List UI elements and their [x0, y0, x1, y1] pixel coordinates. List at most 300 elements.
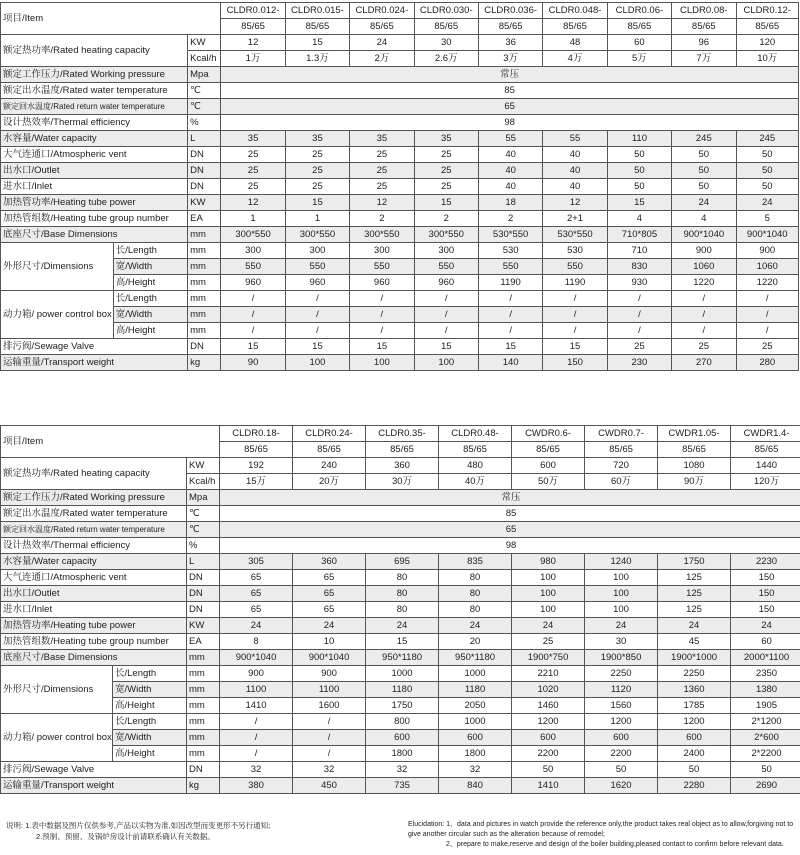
- unit-cell: Kcal/h: [188, 51, 221, 67]
- value-cell: /: [672, 291, 736, 307]
- value-cell: 100: [585, 586, 658, 602]
- value-cell: 32: [439, 762, 512, 778]
- value-cell: 530*550: [543, 227, 607, 243]
- value-cell: 24: [350, 35, 414, 51]
- value-cell: CWDR1.4-: [731, 426, 800, 442]
- value-cell: 270: [672, 355, 736, 371]
- value-cell: 1900*850: [585, 650, 658, 666]
- value-cell: 960: [285, 275, 349, 291]
- value-cell: 1750: [658, 554, 731, 570]
- value-cell: 25: [607, 339, 671, 355]
- value-cell: /: [350, 307, 414, 323]
- value-cell: 100: [585, 602, 658, 618]
- value-cell: 720: [585, 458, 658, 474]
- table-row: [1, 522, 800, 538]
- value-cell: 24: [672, 195, 736, 211]
- table-row: [1, 227, 799, 243]
- unit-cell: mm: [187, 666, 220, 682]
- value-cell: 15: [543, 339, 607, 355]
- value-cell: /: [736, 291, 799, 307]
- value-cell: 2350: [731, 666, 800, 682]
- value-cell: 300: [350, 243, 414, 259]
- value-cell: 10万: [736, 51, 799, 67]
- value-cell: 1120: [585, 682, 658, 698]
- value-cell: 25: [350, 179, 414, 195]
- value-cell: 4: [672, 211, 736, 227]
- value-cell: 1200: [512, 714, 585, 730]
- value-cell: /: [285, 323, 349, 339]
- value-cell: 15: [478, 339, 542, 355]
- value-cell: 2.6万: [414, 51, 478, 67]
- row-label: 设计热效率/Thermal efficiency: [1, 115, 188, 131]
- value-cell: 50: [736, 179, 799, 195]
- value-cell: 25: [285, 147, 349, 163]
- value-cell: 125: [658, 602, 731, 618]
- shared-value-cell: 常压: [221, 67, 799, 83]
- table-row: [1, 666, 800, 682]
- value-cell: 40: [543, 179, 607, 195]
- value-cell: 15: [414, 195, 478, 211]
- value-cell: 100: [512, 602, 585, 618]
- value-cell: 1.3万: [285, 51, 349, 67]
- group-label: 外形尺寸/Dimensions: [1, 243, 114, 291]
- value-cell: 90: [221, 355, 285, 371]
- value-cell: 1000: [366, 666, 439, 682]
- unit-cell: mm: [188, 291, 221, 307]
- value-cell: 1240: [585, 554, 658, 570]
- value-cell: 1560: [585, 698, 658, 714]
- value-cell: 900: [220, 666, 293, 682]
- unit-cell: %: [188, 115, 221, 131]
- value-cell: 30: [585, 634, 658, 650]
- value-cell: 2*1200: [731, 714, 800, 730]
- row-label: 额定出水温度/Rated water temperature: [1, 83, 188, 99]
- value-cell: /: [293, 730, 366, 746]
- table-row: [1, 682, 800, 698]
- table-row: [1, 618, 800, 634]
- value-cell: 1000: [439, 714, 512, 730]
- value-cell: 45: [658, 634, 731, 650]
- value-cell: 15: [607, 195, 671, 211]
- value-cell: 85/65: [512, 442, 585, 458]
- value-cell: 10: [293, 634, 366, 650]
- value-cell: 300*550: [350, 227, 414, 243]
- value-cell: 300*550: [414, 227, 478, 243]
- unit-cell: mm: [187, 730, 220, 746]
- value-cell: 85/65: [293, 442, 366, 458]
- unit-cell: mm: [188, 323, 221, 339]
- value-cell: 12: [543, 195, 607, 211]
- row-label: 额定出水温度/Rated water temperature: [1, 506, 187, 522]
- table-row: [1, 83, 799, 99]
- value-cell: 600: [658, 730, 731, 746]
- value-cell: 50: [672, 163, 736, 179]
- value-cell: 15: [221, 339, 285, 355]
- row-label: 加热管功率/Heating tube power: [1, 195, 188, 211]
- value-cell: 100: [512, 586, 585, 602]
- value-cell: 100: [585, 570, 658, 586]
- sub-label: 长/Length: [113, 666, 187, 682]
- sub-label: 宽/Width: [113, 682, 187, 698]
- value-cell: 50: [585, 762, 658, 778]
- sub-label: 宽/Width: [113, 307, 187, 323]
- value-cell: 15: [350, 339, 414, 355]
- value-cell: 125: [658, 570, 731, 586]
- shared-value-cell: 常压: [220, 490, 800, 506]
- value-cell: 100: [350, 355, 414, 371]
- value-cell: 80: [366, 602, 439, 618]
- value-cell: 960: [350, 275, 414, 291]
- unit-cell: mm: [187, 746, 220, 762]
- row-label: 大气连通口/Atmospheric vent: [1, 570, 187, 586]
- table-row: [1, 506, 800, 522]
- value-cell: 2+1: [543, 211, 607, 227]
- value-cell: /: [350, 291, 414, 307]
- row-label: 额定回水温度/Rated return water temperature: [1, 522, 187, 538]
- value-cell: 900*1040: [736, 227, 799, 243]
- value-cell: 85/65: [658, 442, 731, 458]
- value-cell: 1220: [736, 275, 799, 291]
- value-cell: 50: [512, 762, 585, 778]
- value-cell: 2250: [658, 666, 731, 682]
- value-cell: /: [414, 323, 478, 339]
- value-cell: 35: [221, 131, 285, 147]
- table-row: [1, 490, 800, 506]
- value-cell: /: [672, 323, 736, 339]
- table-row: [1, 307, 799, 323]
- value-cell: 15: [285, 339, 349, 355]
- value-cell: /: [478, 323, 542, 339]
- value-cell: 25: [512, 634, 585, 650]
- row-label: 进水口/Inlet: [1, 179, 188, 195]
- value-cell: 60: [731, 634, 800, 650]
- value-cell: 65: [220, 570, 293, 586]
- value-cell: 150: [731, 570, 800, 586]
- value-cell: 960: [414, 275, 478, 291]
- value-cell: 50: [672, 147, 736, 163]
- value-cell: 2*600: [731, 730, 800, 746]
- shared-value-cell: 98: [220, 538, 800, 554]
- value-cell: CLDR0.015-: [285, 3, 349, 19]
- value-cell: /: [350, 323, 414, 339]
- value-cell: 85/65: [221, 19, 285, 35]
- unit-cell: ℃: [188, 83, 221, 99]
- value-cell: /: [736, 307, 799, 323]
- value-cell: 300*550: [285, 227, 349, 243]
- unit-cell: EA: [188, 211, 221, 227]
- unit-cell: mm: [187, 650, 220, 666]
- unit-cell: L: [188, 131, 221, 147]
- value-cell: 830: [607, 259, 671, 275]
- value-cell: 20万: [293, 474, 366, 490]
- value-cell: 300: [285, 243, 349, 259]
- value-cell: 1460: [512, 698, 585, 714]
- unit-cell: ℃: [187, 506, 220, 522]
- row-label: 额定热功率/Rated heating capacity: [1, 458, 187, 490]
- table-row: [1, 698, 800, 714]
- value-cell: 1: [285, 211, 349, 227]
- value-cell: 85/65: [220, 442, 293, 458]
- unit-cell: KW: [188, 35, 221, 51]
- table-row: [1, 131, 799, 147]
- value-cell: 80: [439, 602, 512, 618]
- value-cell: 25: [414, 147, 478, 163]
- value-cell: 96: [672, 35, 736, 51]
- table-row: [1, 275, 799, 291]
- value-cell: /: [543, 323, 607, 339]
- value-cell: 4万: [543, 51, 607, 67]
- value-cell: CLDR0.35-: [366, 426, 439, 442]
- value-cell: 85/65: [478, 19, 542, 35]
- value-cell: 530*550: [478, 227, 542, 243]
- table-row: [1, 355, 799, 371]
- value-cell: /: [478, 307, 542, 323]
- value-cell: 36: [478, 35, 542, 51]
- table-row: [1, 714, 800, 730]
- value-cell: 50: [736, 147, 799, 163]
- value-cell: 2200: [512, 746, 585, 762]
- value-cell: 25: [221, 147, 285, 163]
- value-cell: 85/65: [607, 19, 671, 35]
- row-label: 排污阀/Sewage Valve: [1, 762, 187, 778]
- value-cell: 230: [607, 355, 671, 371]
- table-row: [1, 778, 800, 794]
- table-row: [1, 259, 799, 275]
- value-cell: 550: [414, 259, 478, 275]
- value-cell: /: [607, 307, 671, 323]
- value-cell: 550: [478, 259, 542, 275]
- table-row: [1, 458, 800, 474]
- value-cell: 12: [350, 195, 414, 211]
- row-label: 额定工作压力/Rated Working pressure: [1, 67, 188, 83]
- value-cell: 18: [478, 195, 542, 211]
- value-cell: 25: [350, 163, 414, 179]
- value-cell: 60万: [585, 474, 658, 490]
- row-label: 加热管组数/Heating tube group number: [1, 211, 188, 227]
- value-cell: CLDR0.048-: [543, 3, 607, 19]
- table-row: [1, 179, 799, 195]
- value-cell: 1900*750: [512, 650, 585, 666]
- value-cell: 80: [366, 586, 439, 602]
- value-cell: 85/65: [672, 19, 736, 35]
- value-cell: 900: [293, 666, 366, 682]
- value-cell: 20: [439, 634, 512, 650]
- value-cell: 360: [293, 554, 366, 570]
- value-cell: 300: [414, 243, 478, 259]
- value-cell: 85/65: [414, 19, 478, 35]
- value-cell: 192: [220, 458, 293, 474]
- value-cell: 80: [439, 586, 512, 602]
- value-cell: 35: [285, 131, 349, 147]
- value-cell: 1180: [366, 682, 439, 698]
- value-cell: 85/65: [350, 19, 414, 35]
- value-cell: 1190: [478, 275, 542, 291]
- table-row: [1, 195, 799, 211]
- value-cell: /: [220, 730, 293, 746]
- note-en-2: 2、prepare to make,reserve and design of the boiler building,pleased contact to confirm before relevant data.: [446, 841, 784, 848]
- value-cell: 2690: [731, 778, 800, 794]
- value-cell: 2400: [658, 746, 731, 762]
- unit-cell: DN: [188, 163, 221, 179]
- unit-cell: mm: [187, 682, 220, 698]
- value-cell: 65: [293, 570, 366, 586]
- value-cell: 24: [585, 618, 658, 634]
- row-label: 加热管组数/Heating tube group number: [1, 634, 187, 650]
- value-cell: 50: [731, 762, 800, 778]
- row-label: 额定热功率/Rated heating capacity: [1, 35, 188, 67]
- value-cell: 35: [350, 131, 414, 147]
- table-row: [1, 426, 800, 442]
- value-cell: 65: [220, 602, 293, 618]
- table-row: [1, 554, 800, 570]
- value-cell: 15: [285, 35, 349, 51]
- unit-cell: Kcal/h: [187, 474, 220, 490]
- value-cell: CLDR0.18-: [220, 426, 293, 442]
- value-cell: 360: [366, 458, 439, 474]
- unit-cell: Mpa: [188, 67, 221, 83]
- row-label: 水容量/Water capacity: [1, 554, 187, 570]
- unit-cell: KW: [188, 195, 221, 211]
- value-cell: 24: [512, 618, 585, 634]
- sub-label: 高/Height: [113, 698, 187, 714]
- value-cell: 24: [366, 618, 439, 634]
- unit-cell: mm: [188, 259, 221, 275]
- row-label: 加热管功率/Heating tube power: [1, 618, 187, 634]
- value-cell: CLDR0.036-: [478, 3, 542, 19]
- table-row: [1, 3, 799, 19]
- value-cell: 1180: [439, 682, 512, 698]
- value-cell: CWDR0.7-: [585, 426, 658, 442]
- value-cell: 900*1040: [220, 650, 293, 666]
- shared-value-cell: 98: [221, 115, 799, 131]
- value-cell: 2210: [512, 666, 585, 682]
- value-cell: 950*1180: [439, 650, 512, 666]
- value-cell: 24: [731, 618, 800, 634]
- value-cell: 55: [543, 131, 607, 147]
- row-label: 大气连通口/Atmospheric vent: [1, 147, 188, 163]
- table-row: [1, 323, 799, 339]
- row-label: 设计热效率/Thermal efficiency: [1, 538, 187, 554]
- value-cell: 305: [220, 554, 293, 570]
- sub-label: 长/Length: [113, 243, 187, 259]
- unit-cell: DN: [187, 762, 220, 778]
- value-cell: 240: [293, 458, 366, 474]
- table-row: [1, 147, 799, 163]
- row-label: 额定回水温度/Rated return water temperature: [1, 99, 188, 115]
- row-label: 水容量/Water capacity: [1, 131, 188, 147]
- unit-cell: mm: [188, 307, 221, 323]
- value-cell: 1000: [439, 666, 512, 682]
- value-cell: /: [543, 307, 607, 323]
- value-cell: 600: [439, 730, 512, 746]
- unit-cell: KW: [187, 458, 220, 474]
- value-cell: 25: [672, 339, 736, 355]
- value-cell: /: [220, 714, 293, 730]
- row-label: 底座尺寸/Base Dimensions: [1, 650, 187, 666]
- item-header: 项目/Item: [1, 426, 220, 458]
- value-cell: 900*1040: [293, 650, 366, 666]
- value-cell: 32: [366, 762, 439, 778]
- value-cell: 2*2200: [731, 746, 800, 762]
- value-cell: 245: [736, 131, 799, 147]
- value-cell: 24: [293, 618, 366, 634]
- value-cell: 380: [220, 778, 293, 794]
- value-cell: 65: [220, 586, 293, 602]
- value-cell: 25: [285, 179, 349, 195]
- value-cell: 710*805: [607, 227, 671, 243]
- value-cell: 35: [414, 131, 478, 147]
- value-cell: 140: [478, 355, 542, 371]
- value-cell: 245: [672, 131, 736, 147]
- value-cell: 32: [293, 762, 366, 778]
- row-label: 出水口/Outlet: [1, 163, 188, 179]
- value-cell: /: [221, 323, 285, 339]
- value-cell: 900*1040: [672, 227, 736, 243]
- unit-cell: %: [187, 538, 220, 554]
- value-cell: 40: [478, 147, 542, 163]
- note-cn-1: 说明: 1.表中数据及图片仅供参考,产品以实物为准,如因改型而变更形不另行通知;: [6, 821, 271, 830]
- value-cell: 65: [293, 586, 366, 602]
- value-cell: 1100: [220, 682, 293, 698]
- value-cell: CLDR0.24-: [293, 426, 366, 442]
- value-cell: 1100: [293, 682, 366, 698]
- value-cell: 50: [607, 179, 671, 195]
- value-cell: 1900*1000: [658, 650, 731, 666]
- row-label: 运输重量/Transport weight: [1, 778, 187, 794]
- value-cell: CLDR0.12-: [736, 3, 799, 19]
- sub-label: 高/Height: [113, 275, 187, 291]
- value-cell: 85/65: [366, 442, 439, 458]
- row-label: 出水口/Outlet: [1, 586, 187, 602]
- value-cell: 710: [607, 243, 671, 259]
- value-cell: 530: [543, 243, 607, 259]
- value-cell: 100: [414, 355, 478, 371]
- value-cell: 85/65: [585, 442, 658, 458]
- value-cell: 600: [366, 730, 439, 746]
- value-cell: 85/65: [285, 19, 349, 35]
- value-cell: CLDR0.06-: [607, 3, 671, 19]
- value-cell: 1800: [366, 746, 439, 762]
- unit-cell: mm: [188, 243, 221, 259]
- table-row: [1, 67, 799, 83]
- value-cell: 480: [439, 458, 512, 474]
- value-cell: 1万: [221, 51, 285, 67]
- value-cell: /: [672, 307, 736, 323]
- value-cell: /: [220, 746, 293, 762]
- value-cell: 25: [221, 179, 285, 195]
- value-cell: 2230: [731, 554, 800, 570]
- value-cell: 835: [439, 554, 512, 570]
- unit-cell: L: [187, 554, 220, 570]
- table-row: [1, 99, 799, 115]
- unit-cell: mm: [188, 275, 221, 291]
- unit-cell: DN: [188, 339, 221, 355]
- value-cell: 800: [366, 714, 439, 730]
- value-cell: 1905: [731, 698, 800, 714]
- value-cell: 960: [221, 275, 285, 291]
- unit-cell: ℃: [188, 99, 221, 115]
- value-cell: 50: [607, 147, 671, 163]
- value-cell: /: [543, 291, 607, 307]
- value-cell: 1190: [543, 275, 607, 291]
- unit-cell: DN: [187, 570, 220, 586]
- value-cell: 50: [607, 163, 671, 179]
- value-cell: 80: [439, 570, 512, 586]
- value-cell: 25: [414, 163, 478, 179]
- value-cell: 2: [350, 211, 414, 227]
- value-cell: 90万: [658, 474, 731, 490]
- spec-table-2: [0, 425, 800, 794]
